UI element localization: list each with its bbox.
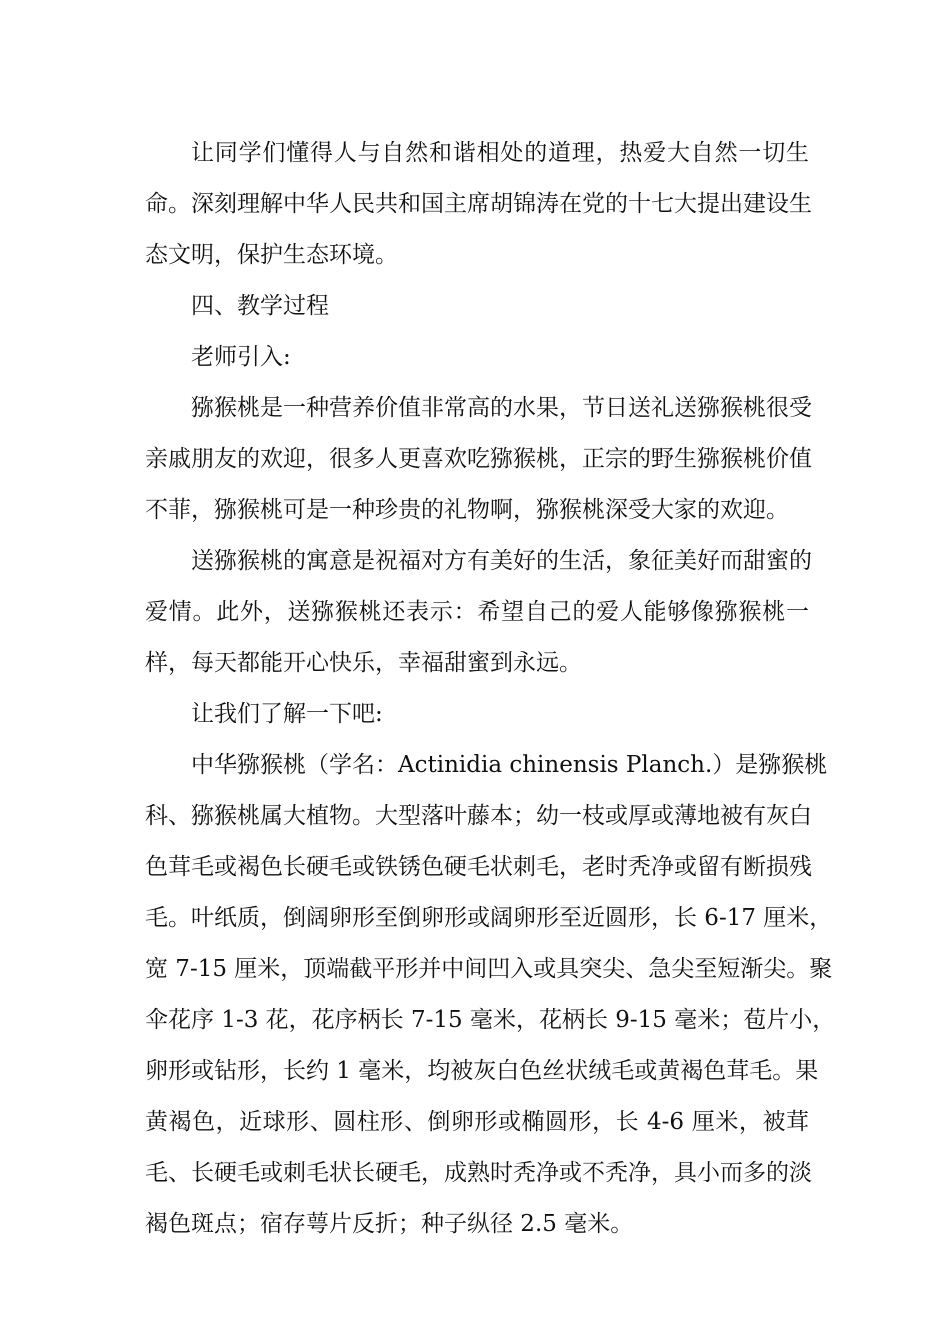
text-line: 让我们了解一下吧: bbox=[191, 701, 383, 727]
paragraph-kiwi-botany bbox=[145, 740, 836, 1250]
text-line: 命。深刻理解中华人民共和国主席胡锦涛在党的十七大提出建设生 bbox=[145, 191, 812, 217]
text-line: 色茸毛或褐色长硬毛或铁锈色硬毛状刺毛，老时秃净或留有断损残 bbox=[145, 854, 812, 880]
text-line: 黄褐色，近球形、圆柱形、倒卵形或椭圆形，长 4-6 厘米，被茸 bbox=[145, 1109, 809, 1135]
text-line: 样，每天都能开心快乐，幸福甜蜜到永远。 bbox=[145, 650, 582, 676]
section-heading-teaching-process bbox=[145, 281, 809, 332]
paragraph-harmony-with-nature bbox=[145, 128, 812, 281]
text-line: 态文明，保护生态环境。 bbox=[145, 242, 398, 268]
text-line: 爱情。此外，送猕猴桃还表示：希望自己的爱人能够像猕猴桃一 bbox=[145, 599, 809, 625]
paragraph-teacher-intro bbox=[145, 332, 809, 383]
text-line: 科、猕猴桃属大植物。大型落叶藤本；幼一枝或厚或薄地被有灰白 bbox=[145, 803, 812, 829]
text-line: 褐色斑点；宿存萼片反折；种子纵径 2.5 毫米。 bbox=[145, 1211, 634, 1237]
text-line: 宽 7-15 厘米，顶端截平形并中间凹入或具突尖、急尖至短渐尖。聚 bbox=[145, 956, 833, 982]
text-line: 毛、长硬毛或刺毛状长硬毛，成熟时秃净或不秃净，具小而多的淡 bbox=[145, 1160, 812, 1186]
text-line: 让同学们懂得人与自然和谐相处的道理，热爱大自然一切生 bbox=[191, 140, 809, 166]
text-line: 老师引入: bbox=[191, 344, 291, 370]
paragraph-kiwi-meaning bbox=[145, 536, 812, 689]
document-body bbox=[145, 128, 836, 1250]
text-line: 中华猕猴桃（学名：Actinidia chinensis Planch.）是猕猴桃 bbox=[191, 752, 828, 778]
text-line: 伞花序 1-3 花，花序柄长 7-15 毫米，花柄长 9-15 毫米；苞片小， bbox=[145, 1007, 836, 1033]
text-line: 送猕猴桃的寓意是祝福对方有美好的生活，象征美好而甜蜜的 bbox=[191, 548, 812, 574]
text-line: 亲戚朋友的欢迎，很多人更喜欢吃猕猴桃，正宗的野生猕猴桃价值 bbox=[145, 446, 812, 472]
heading-line: 四、教学过程 bbox=[191, 293, 329, 319]
text-line: 不菲，猕猴桃可是一种珍贵的礼物啊，猕猴桃深受大家的欢迎。 bbox=[145, 497, 789, 523]
text-line: 猕猴桃是一种营养价值非常高的水果，节日送礼送猕猴桃很受 bbox=[191, 395, 812, 421]
text-line: 毛。叶纸质，倒阔卵形至倒卵形或阔卵形至近圆形，长 6-17 厘米， bbox=[145, 905, 833, 931]
text-line: 卵形或钻形，长约 1 毫米，均被灰白色丝状绒毛或黄褐色茸毛。果 bbox=[145, 1058, 819, 1084]
paragraph-kiwi-value bbox=[145, 383, 812, 536]
paragraph-lets-learn bbox=[145, 689, 809, 740]
